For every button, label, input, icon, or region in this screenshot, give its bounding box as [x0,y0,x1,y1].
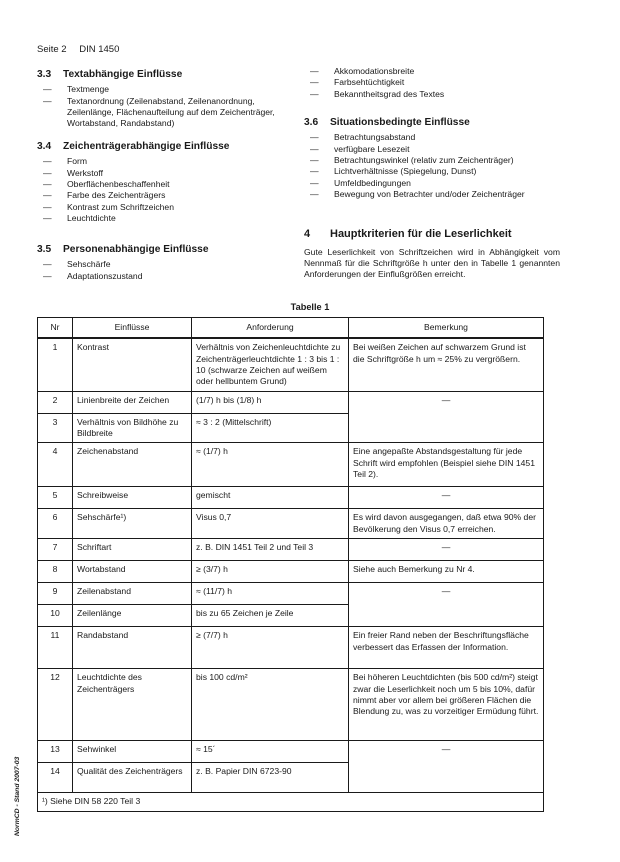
section-3-3 [37,68,299,130]
list-item: — Lichtverhältnisse (Spiegelung, Dunst) [310,166,477,177]
list-item: — Form [43,156,88,167]
list-item: — Akkomodationsbreite [310,66,415,76]
table-row: 5 Schreibweise gemischt — [38,487,544,509]
list-item: — Textmenge [43,84,110,95]
section-heading: 3.4 Zeichenträgerabhängige Einflüsse [37,141,230,152]
page-header [37,44,119,57]
section-3-5-continued [304,66,560,100]
table-row: 14 Qualität des Zeichenträgers z. B. Papier DIN 6723-90 [38,763,544,793]
side-stamp: NormCD - Stand 2007-03 [14,756,21,836]
section-paragraph: Gute Leserlichkeit von Schriftzeichen wird in Abhängigkeit vom Nennmaß für die Schriftgröße h unter den in Tabelle 1 genannten Anforderungen der Einflußgrößen erreicht. [304,246,560,280]
section-3-4 [37,140,299,225]
document-id: DIN 1450 [79,44,120,55]
section-3-5 [37,243,299,282]
table-row: 1 Kontrast Verhältnis von Zeichenleuchtdichte zu Zeichenträgerleuchtdichte 1 : 3 bis 1 : 10 (schwarze Zeichen auf weißem oder hellbuntem Grund) Bei weißen Zeichen auf schwarzem Grund ist die Schriftgröße h um ≈ 25% zu vergrößern. [38,338,544,391]
table-row: 13 Sehwinkel ≈ 15´ — [38,741,544,763]
requirements-table [37,317,544,812]
table-row: 6 Sehschärfe¹) Visus 0,7 Es wird davon ausgegangen, daß etwa 90% der Bevölkerung den Visus 0,7 erreichen. [38,509,544,539]
table-row: 9 Zeilenabstand ≈ (11/7) h — [38,583,544,605]
list-item: — Textanordnung (Zeilenabstand, Zeilenanordnung, Zeilenlänge, Flächenaufteilung auf dem Zeichenträger, Wortabstand, Randabstand) [43,95,275,129]
list-item: — Bekanntheitsgrad des Textes [310,88,445,99]
list-item: — verfügbare Lesezeit [310,143,410,154]
column-header: Bemerkung [349,318,544,339]
list-item: — Farbe des Zeichenträgers [43,190,166,201]
table-row: 7 Schriftart z. B. DIN 1451 Teil 2 und Teil 3 — [38,539,544,561]
list-item: — Farbsehtüchtigkeit [310,77,405,88]
table-caption: Tabelle 1 [290,302,330,312]
table-row: 11 Randabstand ≥ (7/7) h Ein freier Rand neben der Beschriftungsfläche verbessert das Erfassen der Information. [38,627,544,669]
table-row: 8 Wortabstand ≥ (3/7) h Siehe auch Bemerkung zu Nr 4. [38,561,544,583]
list-item: — Umfeldbedingungen [310,177,411,188]
item-list [37,259,299,282]
section-heading: 4 Hauptkriterien für die Leserlichkeit [304,228,512,240]
section-4 [304,227,560,281]
list-item: — Kontrast zum Schriftzeichen [43,201,174,212]
list-item: — Betrachtungsabstand [310,132,416,143]
table-footnote: ¹) Siehe DIN 58 220 Teil 3 [38,793,544,811]
table-header-row [38,318,544,339]
item-list [37,156,299,224]
list-item: — Leuchtdichte [43,213,116,224]
list-item: — Betrachtungswinkel (relativ zum Zeichenträger) [310,155,514,166]
list-item: — Sehschärfe [43,259,111,270]
column-header: Anforderung [192,318,349,339]
list-item: — Werkstoff [43,167,103,178]
item-list [37,84,299,129]
item-list [304,66,560,100]
column-header: Einflüsse [73,318,192,339]
list-item: — Adaptationszustand [43,270,143,281]
section-heading: 3.3 Textabhängige Einflüsse [37,69,183,80]
section-heading: 3.5 Personenabhängige Einflüsse [37,244,209,255]
list-item: — Bewegung von Betrachter und/oder Zeichenträger [310,189,525,200]
table-row: 10 Zeilenlänge bis zu 65 Zeichen je Zeile [38,605,544,627]
list-item: — Oberflächenbeschaffenheit [43,179,170,190]
table-row: 12 Leuchtdichte des Zeichenträgers bis 100 cd/m² Bei höheren Leuchtdichten (bis 500 cd/m²) steigt zwar die Leserlichkeit noch um 5 bis 10%, dafür nimmt aber vor allem bei größeren Flächen die Blendung zu, was zu vorzeitiger Ermüdung führt. [38,669,544,741]
section-3-6 [304,116,560,201]
table-row: 3 Verhältnis von Bildhöhe zu Bildbreite ≈ 3 : 2 (Mittelschrift) [38,413,544,443]
column-header: Nr [38,318,73,339]
table-row: 2 Linienbreite der Zeichen (1/7) h bis (1/8) h — [38,391,544,413]
page-number: Seite 2 [37,44,67,55]
section-heading: 3.6 Situationsbedingte Einflüsse [304,117,470,128]
table-row: 4 Zeichenabstand ≈ (1/7) h Eine angepaßte Abstandsgestaltung für jede Schrift wird empfohlen (Beispiel siehe DIN 1451 Teil 2). [38,443,544,487]
table-footnote-row [38,793,544,811]
item-list [304,132,560,200]
